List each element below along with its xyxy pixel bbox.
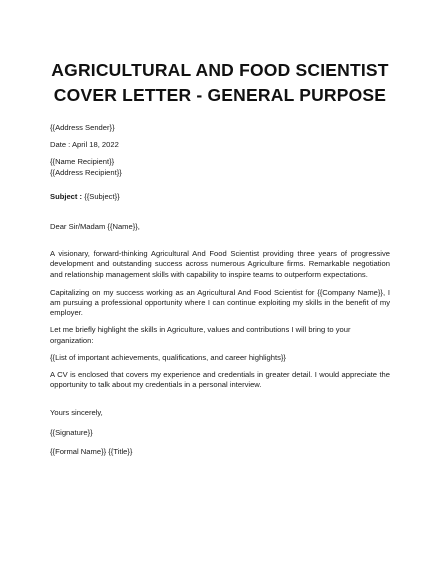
- letter-date: Date : April 18, 2022: [50, 140, 119, 150]
- paragraph-cv: A CV is enclosed that covers my experience and credentials in greater detail. I would appreciate the opportunity to talk about my credentials in a personal interview.: [50, 370, 390, 390]
- salutation: Dear Sir/Madam {{Name}},: [50, 222, 140, 232]
- recipient-name: {{Name Recipient}}: [50, 157, 115, 167]
- letter-body: [50, 123, 390, 457]
- paragraph-opportunity: Capitalizing on my success working as an Agricultural And Food Scientist for {{Company Name}}, I am pursuing a professional opportunity where I can continue exploiting my skills in the benefit of my employer.: [50, 287, 390, 318]
- subject-line: [50, 192, 390, 202]
- paragraph-intro: A visionary, forward-thinking Agricultural And Food Scientist providing three years of progressive development and outstanding success across numerous Agriculture firms. Remarkable negotiation and relationship management skills with capability to inspire teams to outperform expectations.: [50, 249, 390, 279]
- document-title: [50, 58, 390, 108]
- subject-label: Subject :: [50, 191, 83, 201]
- paragraph-skills: Let me briefly highlight the skills in Agriculture, values and contributions I will bring to your organization:: [50, 325, 351, 345]
- subject-value: {{Subject}}: [82, 191, 120, 201]
- title-line-2: COVER LETTER - GENERAL PURPOSE: [53, 85, 387, 105]
- title-line-1: AGRICULTURAL AND FOOD SCIENTIST: [51, 60, 389, 80]
- formal-name: {{Formal Name}} {{Title}}: [50, 446, 133, 456]
- recipient-address: {{Address Recipient}}: [50, 167, 122, 177]
- sender-address: {{Address Sender}}: [50, 123, 115, 132]
- signature: {{Signature}}: [50, 427, 93, 437]
- closing: Yours sincerely,: [50, 408, 103, 418]
- paragraph-achievements: {{List of important achievements, qualifications, and career highlights}}: [50, 352, 286, 362]
